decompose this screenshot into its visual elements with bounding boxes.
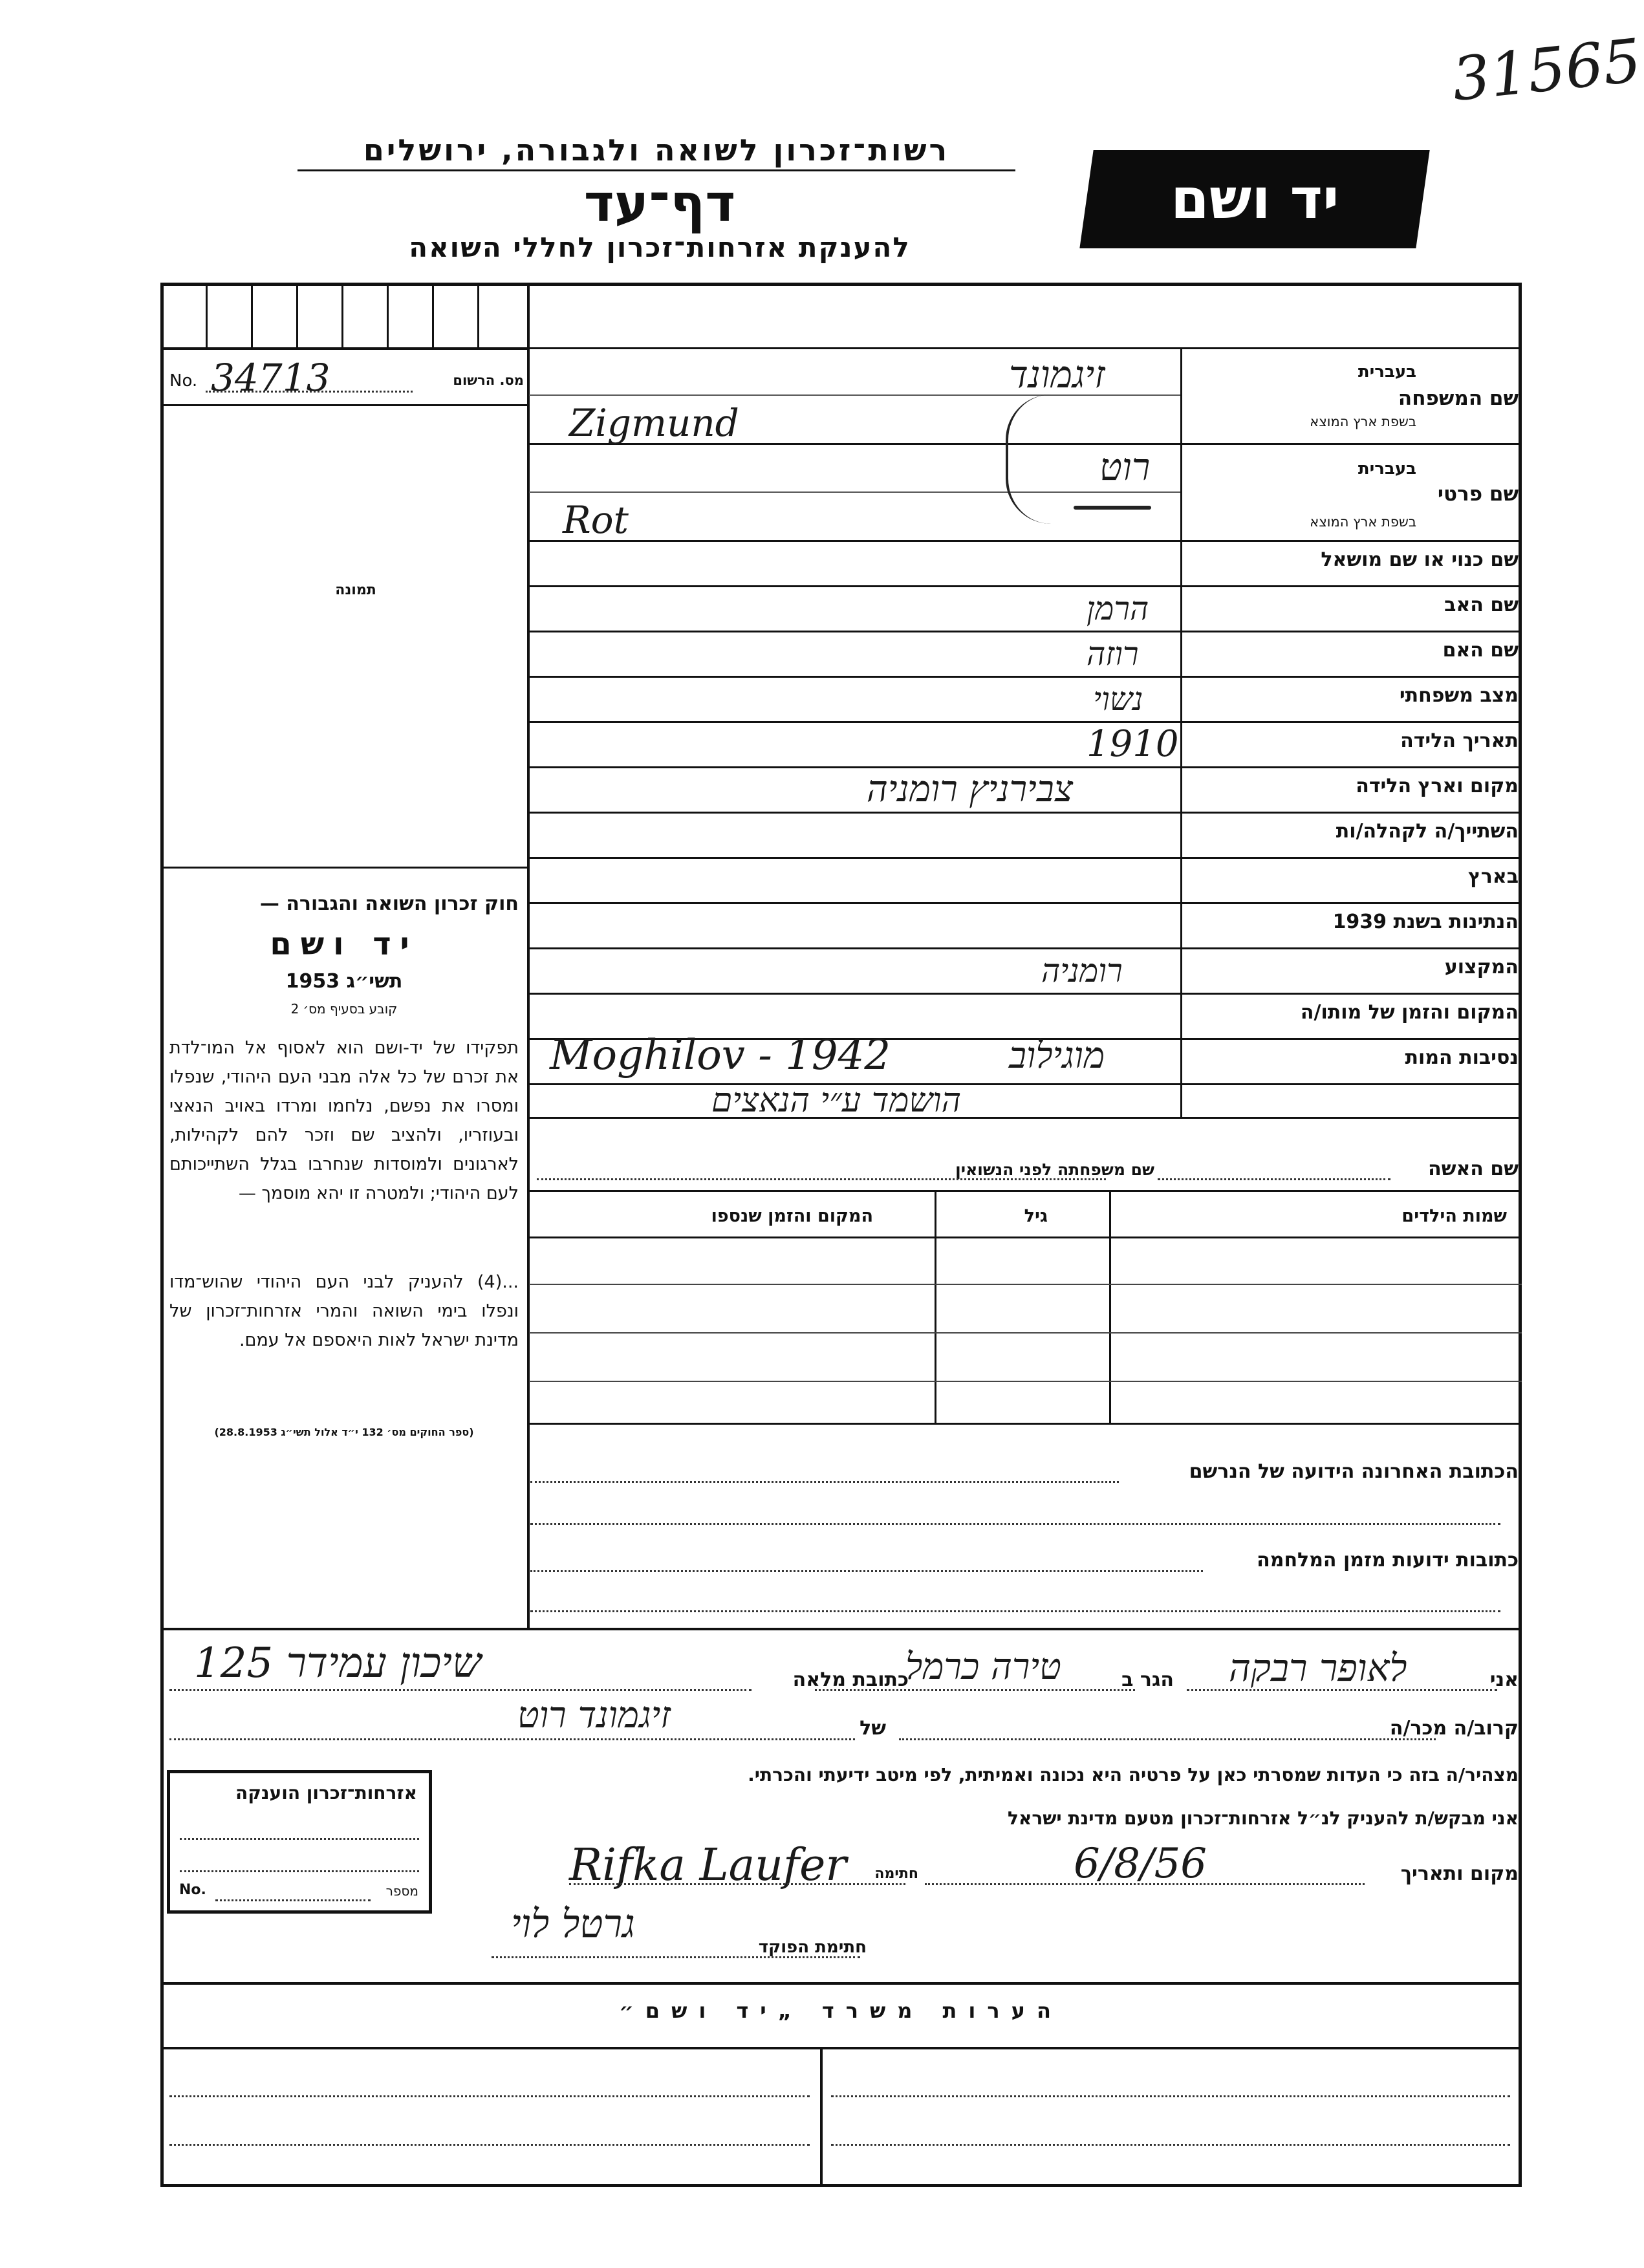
citizenship-box-no: No.	[179, 1882, 206, 1898]
authority-underline	[297, 169, 1015, 171]
authority-line: רשות־זכרון לשואה ולגבורה, ירושלים	[363, 133, 950, 167]
sublabel-first-hebrew: בעברית	[1357, 459, 1416, 479]
form-subtitle: להענקת אזרחות־זכרון לחללי השואה	[409, 232, 911, 263]
law-text-2: ...(4) להעניק לבני העם היהודי שהוש־מדו ונפלו בימי השואה והמרי אזרחות־זכרון של מדינת ישראל לאות היאספם אל עמם.	[169, 1272, 519, 1350]
law-source: (ספר החוקים מס׳ 132 י״ד אלול תשי״ג 28.8.1953)	[214, 1426, 474, 1438]
reg-no-value: 34713	[211, 356, 330, 400]
declaration-text: מצהיר/ה בזה כי העדות שמסרתי כאן על פרטיה היא נכונה ואמיתית, לפי מיטב ידיעתי והכרתי.	[748, 1764, 1519, 1786]
request-text: אני מבקש/ת להעניק לנ״ל אזרחות־זכרון מטעם מדינת ישראל	[1008, 1808, 1519, 1829]
label-wartime-addresses: כתובות ידועות מזמן המלחמה	[1257, 1549, 1519, 1571]
value-family-latin: Zigmund	[569, 401, 739, 445]
date-value: 6/8/56	[1074, 1840, 1207, 1888]
citizenship-box	[167, 1770, 432, 1914]
label-profession: המקצוע	[1444, 956, 1519, 978]
label-wife: שם האשה	[1428, 1158, 1519, 1180]
law-heading: חוק זכרון השואה והגבורה —	[259, 892, 519, 915]
label-place-date: מקום ותאריך	[1400, 1863, 1519, 1885]
label-community: השתייך/ה לקהלה/ות	[1336, 820, 1519, 843]
label-death-place-time: המקום והזמן של מותו/ה	[1300, 1001, 1519, 1024]
label-death-circumstances: נסיבות המות	[1405, 1046, 1519, 1069]
label-relation: קרוב/ה מכר/ה	[1389, 1717, 1519, 1740]
children-header-names: שמות הילדים	[1401, 1206, 1507, 1226]
value-father: הרמן	[1087, 590, 1149, 627]
value-death-latin: Moghilov - 1942	[550, 1031, 891, 1079]
photo-label: תמונה	[335, 582, 376, 598]
value-mother: רוזה	[1087, 635, 1139, 673]
form-title: דף־עד	[583, 173, 736, 233]
law-name: יד ושם	[270, 926, 418, 962]
label-birthdate: תאריך הלידה	[1400, 729, 1519, 752]
label-birthplace: מקום וארץ הלידה	[1356, 775, 1519, 797]
label-father: שם האב	[1444, 594, 1519, 616]
reg-no-label: No.	[169, 371, 198, 391]
declarant-address: שיכון עמידר 125	[194, 1639, 482, 1687]
registration-number	[169, 356, 524, 400]
label-mother: שם האם	[1442, 639, 1519, 662]
citizenship-box-title: אזרחות־זכרון הוענקה	[235, 1782, 417, 1804]
label-signature: חתימה	[874, 1866, 918, 1882]
curve-mark	[1006, 394, 1086, 524]
label-family-name: שם המשפחה	[1398, 387, 1519, 410]
yad-vashem-logo	[1079, 150, 1429, 248]
declarant-residence: טירה כרמל	[905, 1646, 1061, 1688]
sublabel-family-hebrew: בעברית	[1357, 362, 1416, 382]
value-birthdate: 1910	[1087, 723, 1179, 765]
label-wife-maiden: שם משפחתה לפני הנשואין	[955, 1160, 1154, 1179]
value-first-hebrew: רוט	[1099, 445, 1151, 489]
label-marital: מצב משפחתי	[1399, 684, 1519, 707]
law-text-1: תפקידו של יד-ושם הוא לאסוף אל המו־לדת את זכרם של כל אלה מבני העם היהודי, שנפלו ומסרו את נפשם, נלחמו ומרדו באויב הנאצי ובעוזריו, ולהציב שם וזכר להם לקהילות, לארגונים ולמוסדות שנחרבו בגלל השתייכותם לעם היהודי; ולמטרה זו יהא מוסמך —	[169, 1038, 519, 1204]
value-family-hebrew: זיגמונד	[1009, 352, 1105, 396]
label-citizenship-1939: הנתינות בשנת 1939	[1332, 911, 1519, 933]
declarant-name: לאופר רבקה	[1229, 1646, 1407, 1690]
label-country: בארץ	[1467, 865, 1519, 888]
officer-signature: גרטל לוי	[511, 1901, 635, 1947]
signature-value: Rifka Laufer	[569, 1840, 847, 1891]
label-residing: הגר ב	[1121, 1669, 1174, 1691]
law-year: תשי״ג 1953	[285, 970, 403, 993]
relation-value: זיגמונד רוט	[517, 1694, 671, 1736]
office-notes-title: הערות משרד „יד ושם״	[619, 1998, 1063, 2023]
label-last-address: הכתובת האחרונה הידועה של הנרשם	[1189, 1460, 1519, 1483]
sublabel-family-origin: בשפת ארץ המוצא	[1310, 414, 1416, 429]
value-marital: נשוי	[1093, 680, 1143, 718]
value-first-latin: Rot	[563, 498, 629, 542]
value-death-place: מוגילוב	[1009, 1035, 1105, 1077]
citizenship-box-number-label: מספר	[385, 1883, 418, 1899]
label-first-name: שם פרטי	[1437, 482, 1519, 506]
logo-text: יד ושם	[1170, 167, 1339, 232]
label-officer-signature: חתימת הפוקד	[758, 1938, 867, 1957]
value-citizenship-1939: רומניה	[1041, 952, 1123, 989]
value-birthplace: צבירניץ רומניה	[867, 768, 1074, 810]
reg-no-hebrew-label: מס. הרשום	[453, 373, 524, 388]
label-i: אני	[1489, 1669, 1519, 1691]
label-of: של	[860, 1717, 886, 1740]
children-header-age: גיל	[1024, 1206, 1048, 1226]
label-full-address: כתובת מלאה	[792, 1669, 909, 1691]
archive-number: 31565	[1449, 25, 1644, 115]
sublabel-first-origin: בשפת ארץ המוצא	[1310, 514, 1416, 530]
law-section: קובע בסעיף מס׳ 2	[290, 1001, 398, 1017]
label-nickname: שם כנוי או שם מושאל	[1321, 548, 1519, 571]
children-header-place: המקום והזמן שנספו	[711, 1206, 873, 1226]
value-death-circumstances: הושמד ע״י הנאצים	[711, 1081, 962, 1120]
